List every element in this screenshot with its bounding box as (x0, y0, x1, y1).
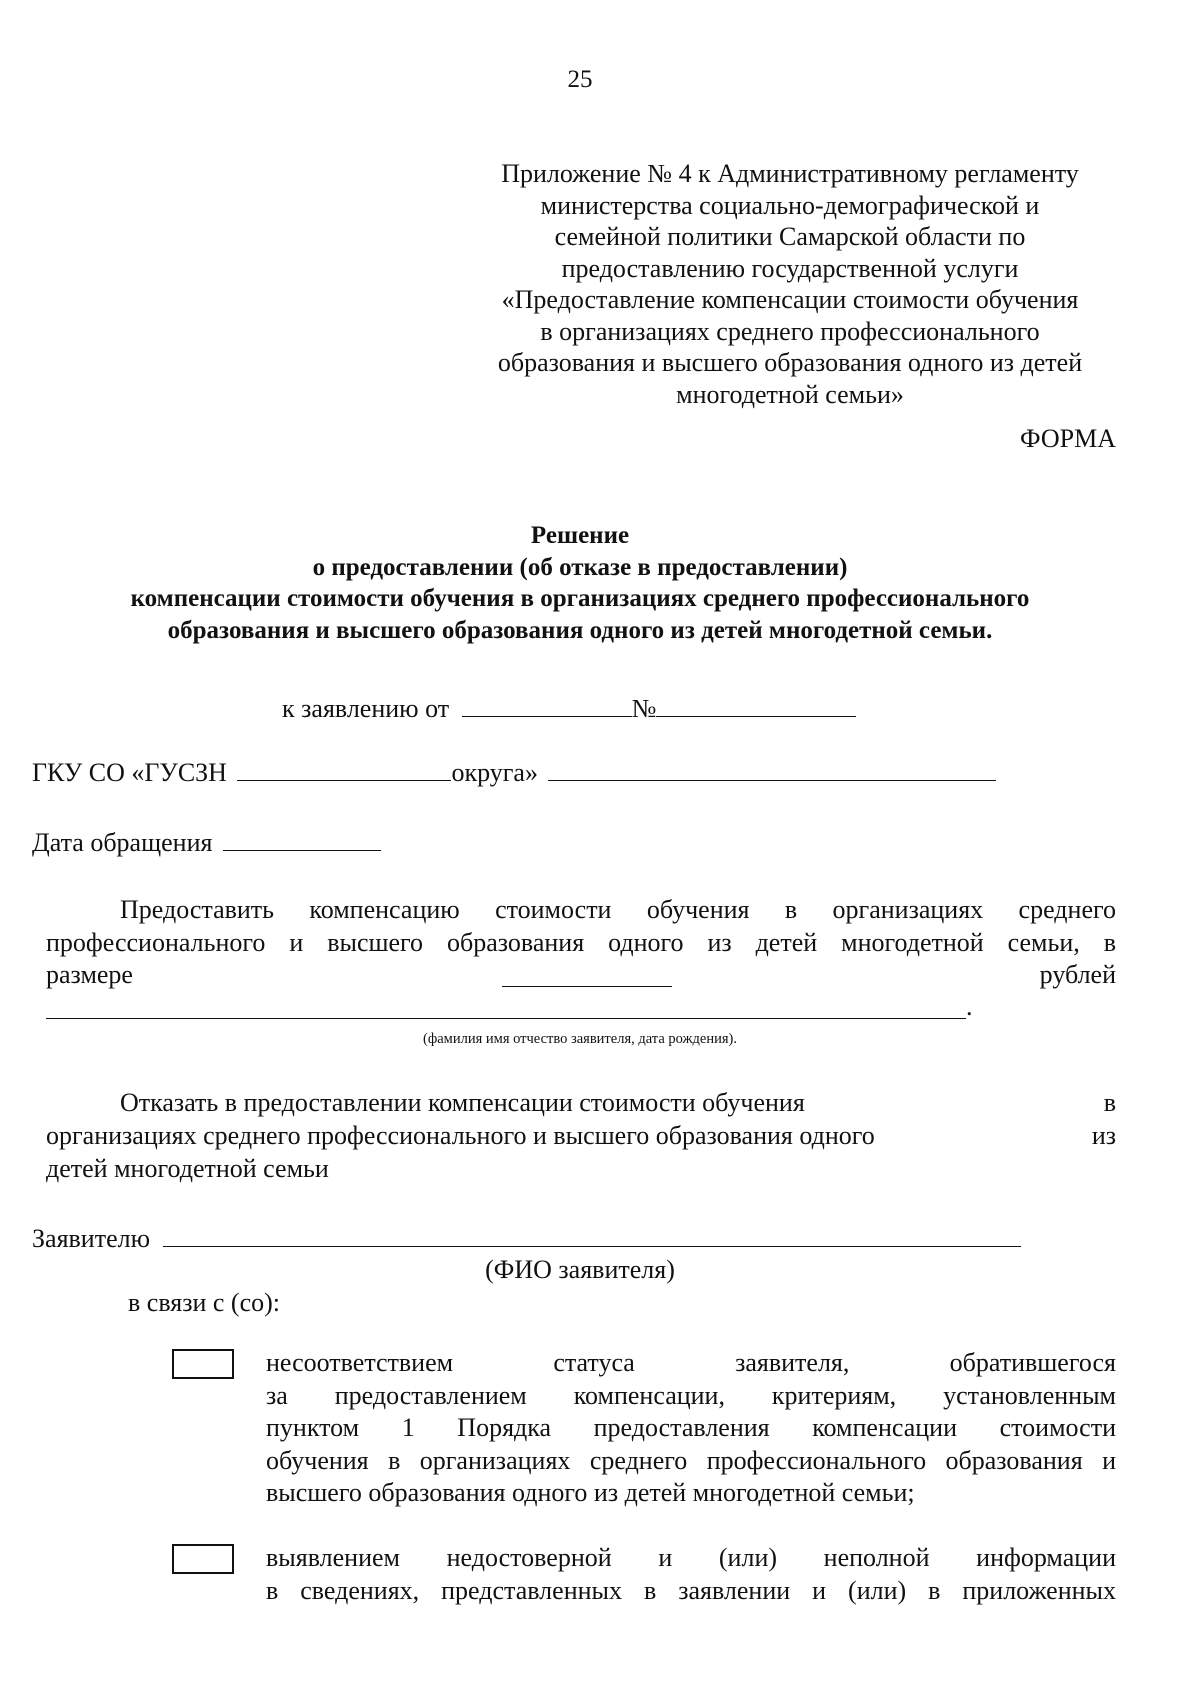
page-number: 25 (567, 66, 593, 93)
agency-name-field[interactable] (548, 756, 996, 781)
reason-line: высшего образования одного из детей многодетной семьи; (266, 1478, 915, 1507)
reason-line: несоответствием статуса заявителя, обратившегося (266, 1348, 1116, 1377)
applicant-label: Заявителю (32, 1224, 151, 1253)
currency-label: рублей (1039, 960, 1116, 989)
agency-prefix: ГКУ СО «ГУСЗН (32, 758, 227, 787)
reason-checkbox[interactable] (172, 1544, 234, 1574)
title-line: компенсации стоимости обучения в организациях среднего профессионального (130, 585, 1030, 612)
form-label: ФОРМА (1020, 424, 1116, 453)
date-row (32, 826, 381, 858)
reason-line: обучения в организациях среднего профессионального образования и (266, 1445, 1116, 1475)
grant-line: Предоставить компенсацию стоимости обучения в организациях среднего (120, 895, 1116, 924)
appendix-line: образования и высшего образования одного из детей (497, 348, 1083, 377)
appendix-line: министерства социально-демографической и (540, 190, 1040, 220)
appendix-line: многодетной семьи» (676, 379, 904, 409)
appendix-line: предоставлению государственной услуги (561, 253, 1019, 283)
refuse-line-2: организациях среднего профессионального и высшего образования одного (46, 1121, 875, 1150)
application-number-field[interactable] (656, 692, 856, 717)
appendix-line: «Предоставление компенсации стоимости обучения (501, 285, 1079, 314)
document-title (0, 520, 1160, 646)
refuse-line-1: Отказать в предоставлении компенсации стоимости обучения (120, 1088, 805, 1117)
refuse-line-1-end: в (1103, 1088, 1116, 1117)
amount-field[interactable] (502, 986, 672, 987)
applicant-details-field[interactable] (46, 1018, 966, 1019)
agency-suffix: округа» (451, 758, 538, 787)
application-number-sign: № (631, 694, 657, 723)
applicant-row (32, 1222, 1021, 1254)
reason-line: в сведениях, представленных в заявлении и (или) в приложенных (266, 1575, 1116, 1605)
appendix-header (460, 158, 1120, 410)
applicant-details-end-mark: . (966, 992, 973, 1021)
agency-district-field[interactable] (237, 756, 451, 781)
appendix-line: семейной политики Самарской области по (554, 222, 1026, 251)
application-ref-row (282, 692, 856, 724)
title-line: Решение (530, 522, 630, 549)
applicant-name-field[interactable] (163, 1222, 1021, 1247)
reason-checkbox[interactable] (172, 1349, 234, 1379)
title-line: образования и высшего образования одного из детей многодетной семьи. (167, 616, 993, 644)
agency-row (32, 756, 996, 788)
grant-paragraph (46, 893, 1116, 959)
request-date-label: Дата обращения (32, 828, 213, 857)
reason-line: пунктом 1 Порядка предоставления компенсации стоимости (266, 1413, 1116, 1442)
amount-label: размере (46, 960, 133, 989)
reason-line: выявлением недостоверной и (или) неполной информации (266, 1543, 1116, 1572)
application-date-label: к заявлению от (282, 694, 450, 723)
reason-intro: в связи с (со): (128, 1288, 281, 1317)
reason-item (266, 1542, 1116, 1607)
applicant-details-caption: (фамилия имя отчество заявителя, дата рождения). (423, 1031, 737, 1047)
appendix-line: Приложение № 4 к Административному регламенту (501, 159, 1079, 188)
reason-line: за предоставлением компенсации, критериям, установленным (266, 1380, 1116, 1410)
reason-item (266, 1347, 1116, 1510)
appendix-line: в организациях среднего профессионального (540, 316, 1040, 346)
refuse-line-2-end: из (1091, 1121, 1116, 1150)
grant-line: профессионального и высшего образования одного из детей многодетной семьи, в (46, 928, 1116, 957)
request-date-field[interactable] (223, 826, 381, 851)
refuse-line-3: детей многодетной семьи (46, 1154, 329, 1183)
title-line: о предоставлении (об отказе в предоставлении) (312, 553, 848, 581)
applicant-caption: (ФИО заявителя) (485, 1255, 675, 1284)
application-date-field[interactable] (462, 692, 632, 717)
